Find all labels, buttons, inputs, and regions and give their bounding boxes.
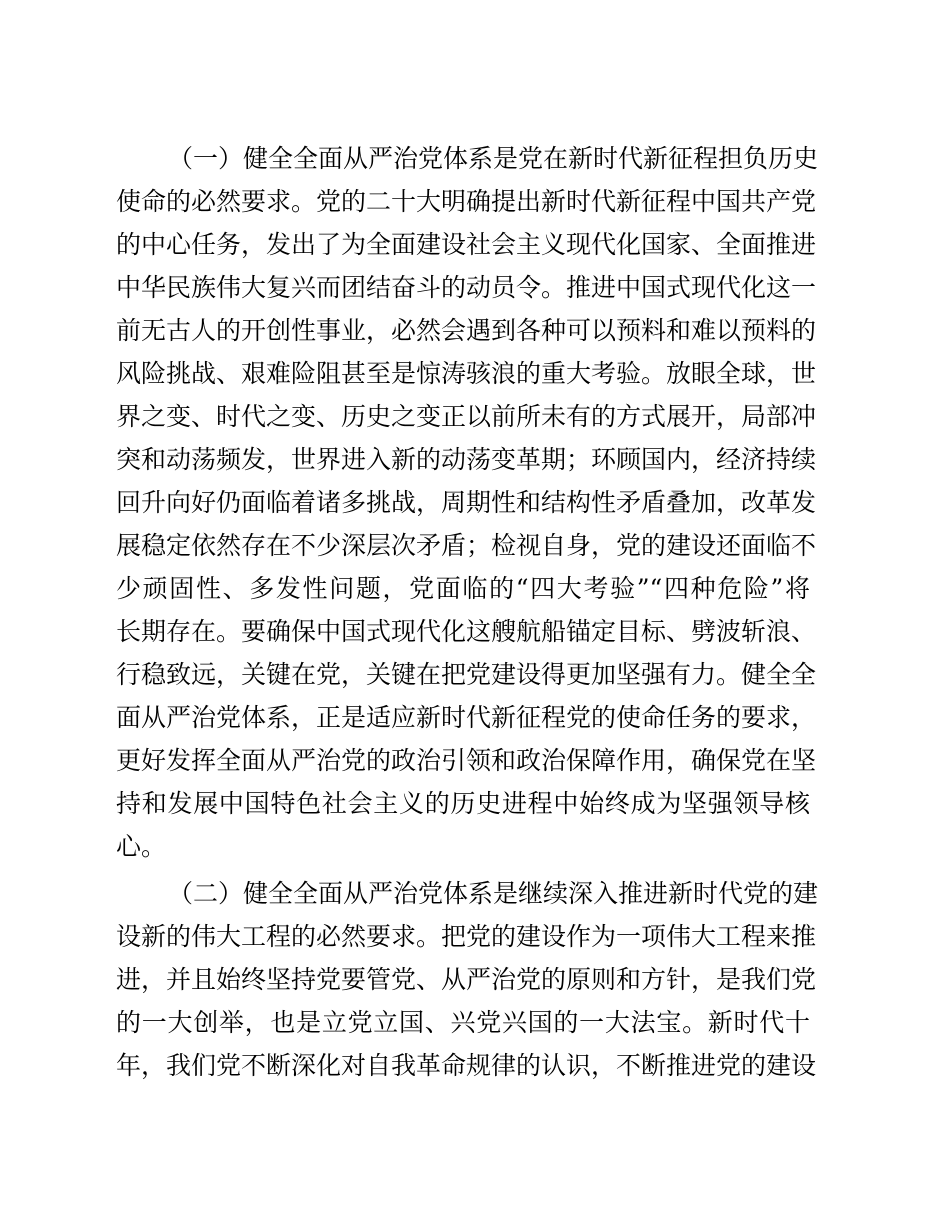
paragraph-2-line-3: 进，并且始终坚持党要管党、从严治党的原则和方针，是我们党: [116, 965, 817, 994]
paragraph-1-line-13: 行稳致远，关键在党，关键在把党建设得更加坚强有力。健全全: [116, 660, 817, 689]
paragraph-1-line-11: 少顽固性、多发性问题，党面临的“四大考验”“四种危险”将: [116, 574, 810, 603]
paragraph-1-line-15: 更好发挥全面从严治党的政治引领和政治保障作用，确保党在坚: [116, 746, 817, 775]
paragraph-1-line-2: 使命的必然要求。党的二十大明确提出新时代新征程中国共产党: [116, 187, 817, 216]
paragraph-1-line-6: 风险挑战、艰难险阻甚至是惊涛骇浪的重大考验。放眼全球，世: [116, 359, 817, 388]
paragraph-1-line-8: 突和动荡频发，世界进入新的动荡变革期；环顾国内，经济持续: [116, 445, 817, 474]
paragraph-1-line-3: 的中心任务，发出了为全面建设社会主义现代化国家、全面推进: [116, 230, 817, 259]
paragraph-1-line-10: 展稳定依然存在不少深层次矛盾；检视自身，党的建设还面临不: [116, 531, 817, 560]
paragraph-1-line-7: 界之变、时代之变、历史之变正以前所未有的方式展开，局部冲: [116, 402, 817, 431]
paragraph-2-line-2: 设新的伟大工程的必然要求。把党的建设作为一项伟大工程来推: [116, 922, 817, 951]
paragraph-2-line-4: 的一大创举，也是立党立国、兴党兴国的一大法宝。新时代十: [116, 1008, 810, 1037]
paragraph-1-line-9: 回升向好仍面临着诸多挑战，周期性和结构性矛盾叠加，改革发: [116, 488, 817, 517]
paragraph-1-line-5: 前无古人的开创性事业，必然会遇到各种可以预料和难以预料的: [116, 316, 817, 345]
paragraph-1-line-16: 持和发展中国特色社会主义的历史进程中始终成为坚强领导核: [116, 789, 810, 818]
paragraph-1-line-1: （一）健全全面从严治党体系是党在新时代新征程担负历史: [168, 144, 819, 173]
paragraph-1-line-12: 长期存在。要确保中国式现代化这艘航船锚定目标、劈波斩浪、: [116, 617, 817, 646]
paragraph-1-line-17: 心。: [116, 832, 167, 861]
paragraph-1-line-14: 面从严治党体系，正是适应新时代新征程党的使命任务的要求，: [116, 703, 817, 732]
paragraph-1-line-4: 中华民族伟大复兴而团结奋斗的动员令。推进中国式现代化这一: [116, 273, 817, 302]
paragraph-2-line-5: 年，我们党不断深化对自我革命规律的认识，不断推进党的建设: [116, 1051, 817, 1080]
paragraph-2-line-1: （二）健全全面从严治党体系是继续深入推进新时代党的建: [168, 879, 819, 908]
